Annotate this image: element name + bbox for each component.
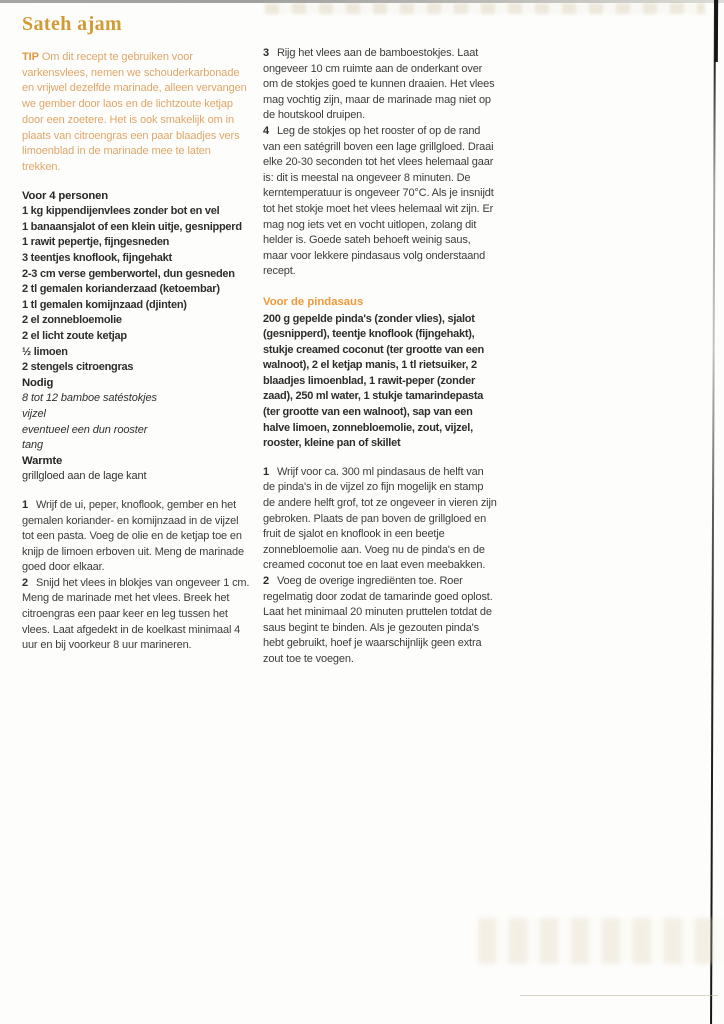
ingredient-line: 1 kg kippendijenvlees zonder bot en vel <box>22 205 220 218</box>
step-text: Wrijf voor ca. 300 ml pindasaus de helft van de pinda's in de vijzel zo fijn mogelijk en stamp de andere helft grof, tot ze ongeveer in vieren zijn gebroken. Plaats de pan boven de grillgloed en fruit de sjalot en knoflook in een beetje zonnebloemolie aan. Voeg nu de pinda's en de creamed coconut toe en laat even meebakken. <box>263 465 497 572</box>
ingredient-line: 3 teentjes knoflook, fijngehakt <box>22 252 172 264</box>
servings-heading: Voor 4 personen <box>22 189 109 202</box>
step-number: 4 <box>263 124 269 137</box>
step-number: 1 <box>263 465 269 478</box>
ingredient-line: 1 tl gemalen komijnzaad (djinten) <box>22 298 187 311</box>
ingredient-line: 2 el zonnebloemolie <box>22 314 122 327</box>
sauce-heading: Voor de pindasaus <box>263 295 364 308</box>
warmte-value: grillgloed aan de lage kant <box>22 470 147 483</box>
step-text: Wrijf de ui, peper, knoflook, gember en het gemalen koriander- en komijnzaad in de vijzel tot een pasta. Voeg de olie en de ketjap toe en knijp de limoen erboven uit. Meng de marinade goed door elkaar. <box>22 498 244 574</box>
reverse-side-ghost-line <box>520 995 718 996</box>
page-edge-shadow <box>710 0 716 1024</box>
reverse-side-ghost-text <box>478 918 724 964</box>
left-column <box>22 13 250 654</box>
ingredient-line: 2 stengels citroengras <box>22 361 134 374</box>
page-title: Sateh ajam <box>22 13 123 35</box>
step-number: 2 <box>263 575 269 587</box>
nodig-list <box>22 391 250 453</box>
sauce-ingredients: 200 g gepelde pinda's (zonder vlies), sjalot (gesnipperd), teentje knoflook (fijngehakt), stukje creamed coconut (ter grootte van een walnoot), 2 el ketjap manis, 1 tl rietsuiker, 2 blaadjes limoenblad, 1 rawit-peper (zonder zaad), 250 ml water, 1 stukje tamarindepasta (ter grootte van een walnoot), sap van een halve limoen, zonnebloemolie, zout, vijzel, rooster, kleine pan of skillet <box>263 312 484 450</box>
tip-text: Om dit recept te gebruiken voor varkensvlees, nemen we schouderkarbonade en vrijwel dezelfde marinade, alleen vervangen we gember door laos en de lichtzoute ketjap door een zoetere. Het is ook smakelijk om in plaats van citroengras een paar blaadjes vers limoenblad in de marinade mee te laten trekken. <box>22 51 247 173</box>
main-steps-right <box>263 46 497 280</box>
step-paragraph <box>22 498 250 576</box>
step-text: Rijg het vlees aan de bamboestokjes. Laat ongeveer 10 cm ruimte aan de onderkant over om de stokjes goed te kunnen draaien. Het vlees mag vochtig zijn, maar de marinade mag niet op de houtskool druipen. <box>263 47 495 122</box>
nodig-item: 8 tot 12 bamboe satéstokjes <box>22 392 157 405</box>
ingredient-line: 2 el licht zoute ketjap <box>22 329 127 342</box>
step-paragraph <box>263 465 497 574</box>
main-steps-left <box>22 498 250 654</box>
tip-paragraph <box>22 50 250 176</box>
nodig-item: vijzel <box>22 407 46 420</box>
nodig-item: eventueel een dun rooster <box>22 423 148 436</box>
ingredient-line: 1 rawit pepertje, fijngesneden <box>22 236 170 249</box>
step-paragraph <box>263 124 497 280</box>
ingredient-list <box>22 204 250 376</box>
ingredient-line: 1 banaansjalot of een klein uitje, gesnipperd <box>22 220 242 233</box>
step-number: 1 <box>22 498 28 511</box>
nodig-heading: Nodig <box>22 376 54 389</box>
step-text: Snijd het vlees in blokjes van ongeveer 1 cm. Meng de marinade met het vlees. Breek het citroengras een paar keer en leg tussen het vlees. Laat afgedekt in de koelkast minimaal 4 uur en bij voorkeur 8 uur marineren. <box>22 576 250 652</box>
warmte-heading: Warmte <box>22 454 63 467</box>
ingredient-line: ½ limoen <box>22 345 68 358</box>
tip-label: TIP <box>22 51 39 63</box>
ingredient-line: 2-3 cm verse gemberwortel, dun gesneden <box>22 267 235 280</box>
scan-top-texture <box>265 3 705 14</box>
step-number: 3 <box>263 47 269 59</box>
sauce-steps <box>263 465 497 668</box>
ingredient-line: 2 tl gemalen korianderzaad (ketoembar) <box>22 283 220 296</box>
step-paragraph <box>22 576 250 654</box>
nodig-item: tang <box>22 439 44 452</box>
right-column <box>263 46 497 668</box>
step-number: 2 <box>22 576 28 589</box>
step-text: Leg de stokjes op het rooster of op de rand van een satégrill boven een lage grillgloed. Draai elke 20-30 seconden tot het vlees helemaal gaar is: dit is meestal na ongeveer 8 minuten. De kerntemperatuur is ongeveer 70°C. Als je insnijdt tot het stokje moet het vlees helemaal wit zijn. Er mag nog iets vet en vocht uitlopen, zolang dit helder is. Goede sateh behoeft weinig saus, maar voor lekkere pindasaus volg onderstaand recept. <box>263 124 494 278</box>
page-edge-shadow-top <box>715 0 718 62</box>
step-text: Voeg de overige ingrediënten toe. Roer regelmatig door zodat de tamarinde goed oplost. Laat het minimaal 20 minuten pruttelen totdat de saus begint te binden. Als je gezouten pinda's hebt gebruikt, hoef je waarschijnlijk geen extra zout toe te voegen. <box>263 575 493 665</box>
step-paragraph <box>263 46 497 124</box>
step-paragraph <box>263 574 497 668</box>
